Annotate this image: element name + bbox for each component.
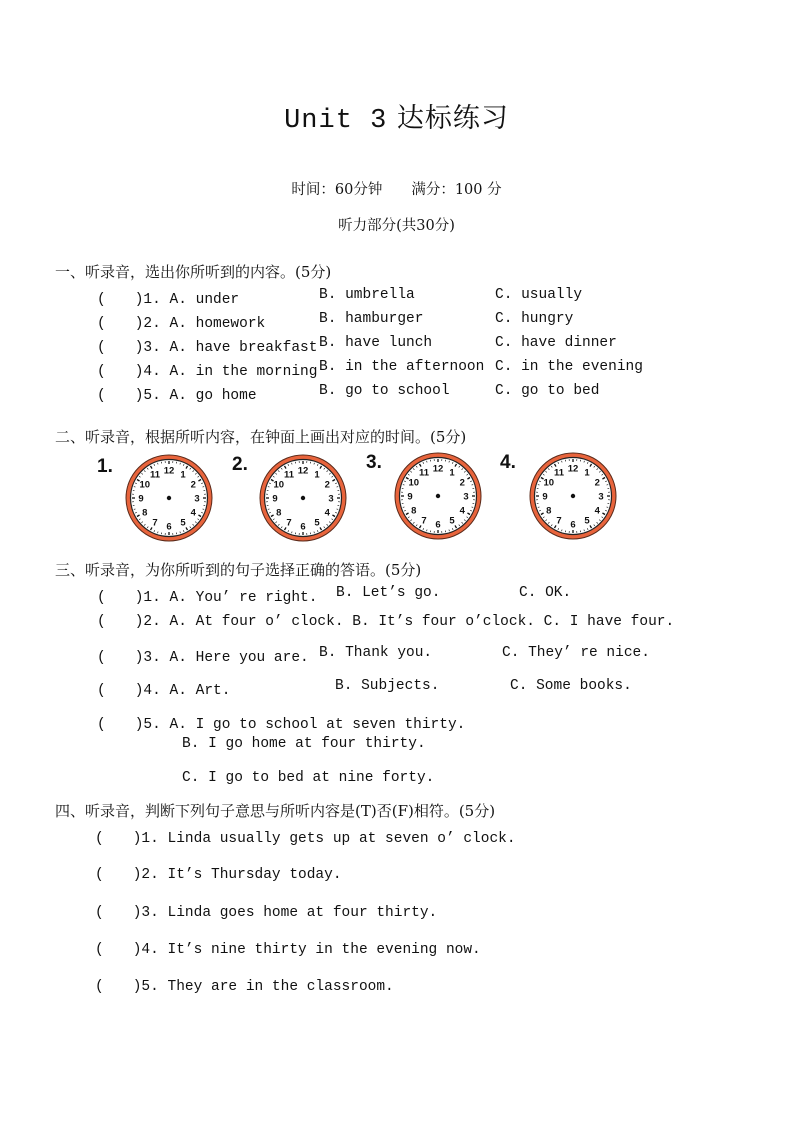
clock-face-icon[interactable] xyxy=(257,452,349,544)
s3-q1-c: C. OK. xyxy=(519,585,572,601)
svg-text:5: 5 xyxy=(180,517,186,529)
clock-face-icon[interactable] xyxy=(123,452,215,544)
svg-text:8: 8 xyxy=(142,507,148,519)
s1-q2-a: ( )2. A. homework xyxy=(97,316,266,332)
svg-text:7: 7 xyxy=(152,517,158,529)
svg-text:11: 11 xyxy=(283,469,295,481)
s3-q4-c: C. Some books. xyxy=(510,678,632,694)
svg-text:12: 12 xyxy=(297,465,309,477)
svg-text:5: 5 xyxy=(584,515,590,527)
svg-text:11: 11 xyxy=(418,467,430,479)
clock-face-icon[interactable] xyxy=(527,450,619,542)
s4-q4: ( )4. It’s nine thirty in the evening now. xyxy=(95,942,481,958)
s1-q1-c: C. usually xyxy=(495,287,583,303)
svg-text:11: 11 xyxy=(553,467,565,479)
s1-q3-b: B. have lunch xyxy=(319,335,433,351)
svg-text:1: 1 xyxy=(180,469,186,481)
svg-text:4: 4 xyxy=(190,507,196,519)
s3-q5-a: ( )5. A. I go to school at seven thirty. xyxy=(97,717,466,733)
svg-text:9: 9 xyxy=(272,493,278,505)
s1-q5-c: C. go to bed xyxy=(495,383,600,399)
s4-q2: ( )2. It’s Thursday today. xyxy=(95,867,342,883)
svg-text:6: 6 xyxy=(300,521,306,533)
svg-text:7: 7 xyxy=(421,515,427,527)
svg-text:12: 12 xyxy=(567,463,579,475)
svg-text:9: 9 xyxy=(138,493,144,505)
svg-text:9: 9 xyxy=(542,491,548,503)
svg-text:10: 10 xyxy=(139,479,151,491)
s3-q1-b: B. Let’s go. xyxy=(336,585,441,601)
svg-text:6: 6 xyxy=(570,519,576,531)
clock-2-label: 2. xyxy=(232,454,248,475)
svg-text:10: 10 xyxy=(273,479,285,491)
svg-text:4: 4 xyxy=(459,505,465,517)
s1-q1-b: B. umbrella xyxy=(319,287,415,303)
clock-4-label: 4. xyxy=(500,452,516,473)
svg-text:12: 12 xyxy=(432,463,444,475)
exam-info: 时间：60分钟 满分：100 分 xyxy=(291,182,502,198)
svg-text:8: 8 xyxy=(546,505,552,517)
clock-1-label: 1. xyxy=(97,456,113,477)
s1-q4-c: C. in the evening xyxy=(495,359,643,375)
s3-q3-b: B. Thank you. xyxy=(319,645,433,661)
s3-q3-a: ( )3. A. Here you are. xyxy=(97,650,309,666)
s3-q4-a: ( )4. A. Art. xyxy=(97,683,231,699)
svg-text:3: 3 xyxy=(463,491,469,503)
s3-q4-b: B. Subjects. xyxy=(335,678,440,694)
s1-q4-a: ( )4. A. in the morning xyxy=(97,364,318,380)
svg-text:1: 1 xyxy=(449,467,455,479)
s3-q3-c: C. They’ re nice. xyxy=(502,645,650,661)
svg-text:9: 9 xyxy=(407,491,413,503)
s1-q3-a: ( )3. A. have breakfast xyxy=(97,340,318,356)
svg-text:10: 10 xyxy=(543,477,555,489)
svg-text:2: 2 xyxy=(324,479,330,491)
svg-text:8: 8 xyxy=(411,505,417,517)
svg-text:10: 10 xyxy=(408,477,420,489)
s1-q1-a: ( )1. A. under xyxy=(97,292,240,308)
s3-q1-a: ( )1. A. You’ re right. xyxy=(97,590,318,606)
svg-text:7: 7 xyxy=(286,517,292,529)
clock-face-icon[interactable] xyxy=(392,450,484,542)
s1-q3-c: C. have dinner xyxy=(495,335,617,351)
svg-text:6: 6 xyxy=(435,519,441,531)
svg-text:3: 3 xyxy=(328,493,334,505)
section-2-heading: 二、听录音，根据所听内容，在钟面上画出对应的时间。(5分) xyxy=(55,428,467,446)
s1-q5-b: B. go to school xyxy=(319,383,450,399)
section-1-heading: 一、听录音，选出你所听到的内容。(5分) xyxy=(55,263,332,281)
svg-text:3: 3 xyxy=(194,493,200,505)
s1-q2-c: C. hungry xyxy=(495,311,574,327)
s1-q4-b: B. in the afternoon xyxy=(319,359,485,375)
svg-text:1: 1 xyxy=(584,467,590,479)
svg-text:3: 3 xyxy=(598,491,604,503)
svg-text:5: 5 xyxy=(314,517,320,529)
svg-text:5: 5 xyxy=(449,515,455,527)
svg-text:7: 7 xyxy=(556,515,562,527)
svg-text:2: 2 xyxy=(459,477,465,489)
svg-text:8: 8 xyxy=(276,507,282,519)
s1-q5-a: ( )5. A. go home xyxy=(97,388,257,404)
s1-q2-b: B. hamburger xyxy=(319,311,424,327)
page-title xyxy=(0,96,793,136)
clock-3-label: 3. xyxy=(366,452,382,473)
svg-text:2: 2 xyxy=(594,477,600,489)
title-unit: Unit 3 xyxy=(284,106,388,136)
section-4-heading: 四、听录音，判断下列句子意思与所听内容是(T)否(F)相符。(5分) xyxy=(55,802,496,820)
svg-text:1: 1 xyxy=(314,469,320,481)
svg-text:4: 4 xyxy=(324,507,330,519)
listening-part-heading: 听力部分(共30分) xyxy=(338,218,455,234)
s3-q2: ( )2. A. At four o’ clock. B. It’s four o’clock. C. I have four. xyxy=(97,614,675,630)
svg-text:6: 6 xyxy=(166,521,172,533)
s4-q1: ( )1. Linda usually gets up at seven o’ clock. xyxy=(95,831,516,847)
s4-q3: ( )3. Linda goes home at four thirty. xyxy=(95,905,438,921)
svg-text:12: 12 xyxy=(163,465,175,477)
section-3-heading: 三、听录音，为你所听到的句子选择正确的答语。(5分) xyxy=(55,561,422,579)
s3-q5-b: B. I go home at four thirty. xyxy=(182,736,426,752)
s4-q5: ( )5. They are in the classroom. xyxy=(95,979,394,995)
title-name: 达标练习 xyxy=(396,103,509,134)
svg-text:4: 4 xyxy=(594,505,600,517)
svg-text:11: 11 xyxy=(149,469,161,481)
s3-q5-c: C. I go to bed at nine forty. xyxy=(182,770,435,786)
svg-text:2: 2 xyxy=(190,479,196,491)
